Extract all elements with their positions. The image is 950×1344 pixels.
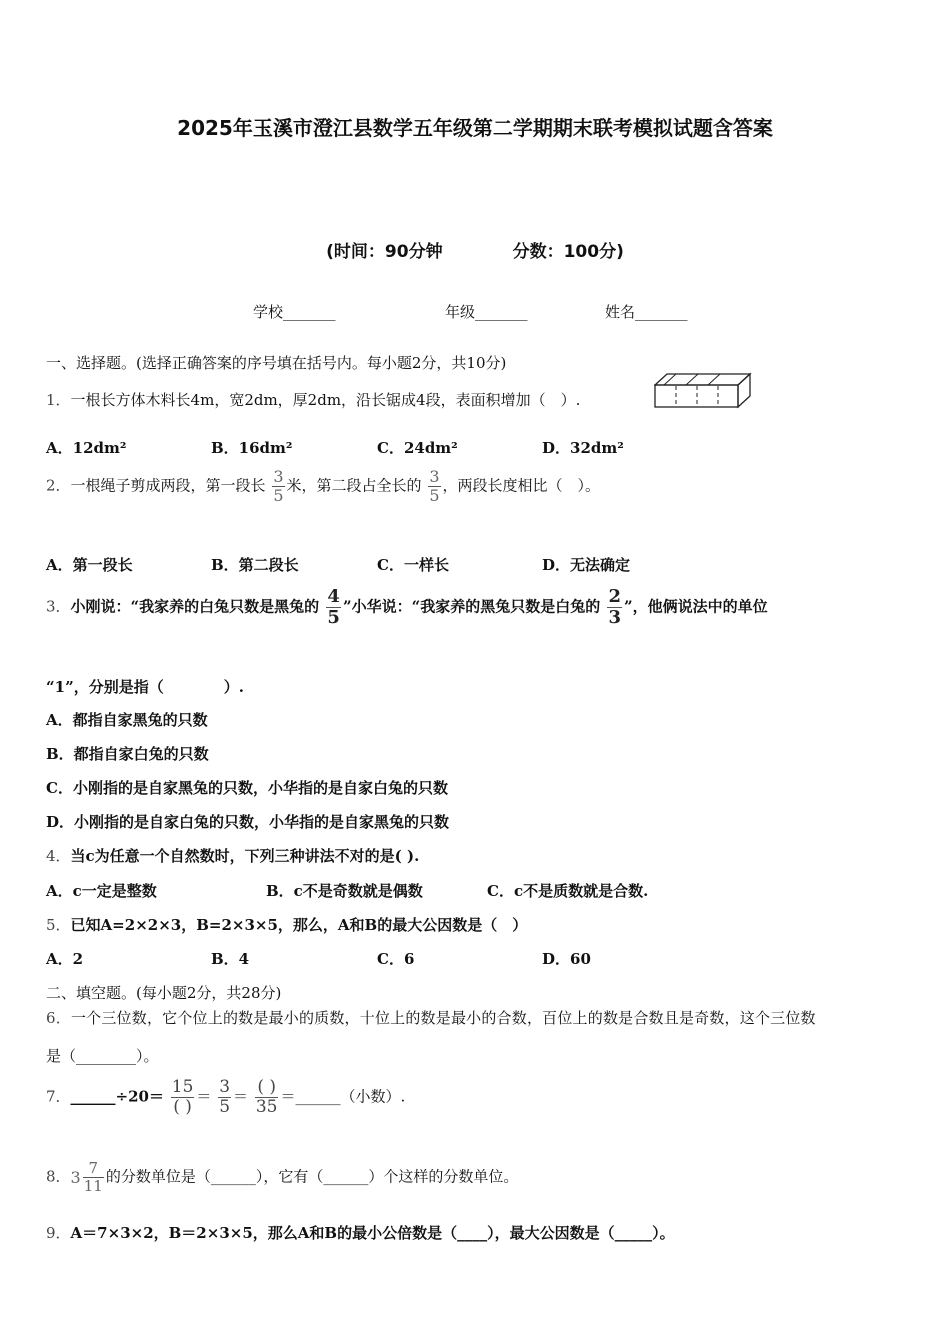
- fraction-15-over-blank: $\frac{15}{( )}$: [171, 1077, 194, 1117]
- fraction-seven-elevenths: $\frac{7}{11}$: [83, 1159, 103, 1195]
- question-3: [46, 587, 768, 628]
- fraction-four-fifths: $\frac{4}{5}$: [327, 586, 340, 628]
- question-text: A＝7×3×2，B＝2×3×5，那么A和B的最小公倍数是（____），最大公因数是（_____）。: [70, 1224, 675, 1242]
- question-number: 8．: [46, 1167, 71, 1186]
- question-text-part1: 一根绳子剪成两段，第一段长: [70, 476, 266, 495]
- q4-option-c: C．c不是质数就是合数.: [487, 882, 649, 900]
- question-4: [46, 845, 419, 866]
- time-limit: (时间：90分钟: [326, 242, 443, 262]
- q2-option-c: C．一样长: [377, 556, 449, 574]
- question-5: [46, 914, 527, 935]
- question-text-part2: ”小华说：“我家养的黑兔只数是白兔的: [342, 597, 601, 616]
- question-text: 一根长方体木料长4m，宽2dm，厚2dm，沿长锯成4段，表面积增加（ ）.: [70, 391, 581, 409]
- q5-option-d: D．60: [542, 950, 591, 968]
- q3-option-b: B．都指自家白兔的只数: [46, 745, 209, 763]
- q5-option-b: B．4: [211, 950, 250, 968]
- question-text: 当c为任意一个自然数时，下列三种讲法不对的是( ).: [70, 847, 420, 865]
- fraction-three-fifths: $\frac{3}{5}$: [429, 467, 440, 505]
- q1-option-a: A．12dm²: [46, 439, 127, 457]
- question-number: 9．: [46, 1224, 71, 1242]
- exam-info-line: [0, 237, 950, 262]
- question-2: [46, 468, 600, 505]
- fraction-three-fifths: $\frac{3}{5}$: [219, 1077, 231, 1117]
- question-number: 3．: [46, 597, 71, 616]
- question-number: 1．: [46, 391, 71, 409]
- question-text: 的分数单位是（______），它有（______）个这样的分数单位。: [105, 1167, 519, 1186]
- question-number: 4．: [46, 847, 71, 865]
- q3-option-d: D．小刚指的是自家白兔的只数，小华指的是自家黑兔的只数: [46, 813, 450, 831]
- document-title: 2025年玉溪市澄江县数学五年级第二学期期末联考模拟试题含答案: [177, 116, 773, 140]
- q1-option-b: B．16dm²: [211, 439, 293, 457]
- question-text-part3: ”，他俩说法中的单位: [623, 597, 768, 616]
- q1-option-d: D．32dm²: [542, 439, 624, 457]
- question-3-line2: “1”，分别是指（ ）.: [46, 678, 244, 696]
- q5-option-a: A．2: [46, 950, 84, 968]
- question-number: 7．: [46, 1087, 71, 1106]
- cuboid-illustration: [654, 372, 752, 410]
- q2-option-a: A．第一段长: [46, 556, 133, 574]
- question-text-part3: ，两段长度相比（ ）。: [442, 476, 601, 495]
- section1-heading: 一、选择题。(选择正确答案的序号填在括号内。每小题2分，共10分): [46, 354, 507, 372]
- question-number: 2．: [46, 476, 71, 495]
- q3-option-a: A．都指自家黑兔的只数: [46, 711, 208, 729]
- q5-option-c: C．6: [377, 950, 415, 968]
- equals-sign: ＝: [233, 1087, 249, 1106]
- question-number: 5．: [46, 916, 71, 934]
- fraction-two-thirds: $\frac{2}{3}$: [608, 586, 621, 628]
- question-1: [46, 389, 580, 410]
- fraction-blank-over-35: $\frac{( )}{35}$: [255, 1077, 278, 1117]
- question-8: [46, 1160, 518, 1195]
- q2-option-d: D．无法确定: [542, 556, 631, 574]
- equals-sign: ＝: [196, 1087, 212, 1106]
- question-9: [46, 1222, 675, 1243]
- section2-heading: 二、填空题。(每小题2分，共28分): [46, 984, 282, 1002]
- question-text-part2: 米，第二段占全长的: [286, 476, 422, 495]
- school-field: 学校_______: [253, 303, 336, 321]
- q4-option-a: A．c一定是整数: [46, 882, 157, 900]
- grade-field: 年级_______: [445, 303, 528, 321]
- question-text-part1: 小刚说：“我家养的白兔只数是黑兔的: [70, 597, 320, 616]
- blank-dividend: ______÷20＝: [70, 1087, 164, 1106]
- total-score: 分数：100分): [512, 242, 624, 262]
- question-text: 已知A=2×2×3，B=2×3×5，那么，A和B的最大公因数是（ ）: [70, 916, 528, 934]
- q3-option-c: C．小刚指的是自家黑兔的只数，小华指的是自家白兔的只数: [46, 779, 448, 797]
- question-7: [46, 1078, 405, 1117]
- q4-option-b: B．c不是奇数就是偶数: [266, 882, 423, 900]
- question-6-line2: 是（________）。: [46, 1047, 159, 1065]
- fraction-three-fifths: $\frac{3}{5}$: [273, 467, 284, 505]
- name-field: 姓名_______: [605, 303, 688, 321]
- question-text: 一个三位数，它个位上的数是最小的质数，十位上的数是最小的合数，百位上的数是合数且是奇数，这个三位数: [70, 1009, 816, 1027]
- question-tail: ＝______（小数）.: [280, 1087, 406, 1106]
- question-number: 6．: [46, 1009, 71, 1027]
- question-6: [46, 1007, 816, 1028]
- q1-option-c: C．24dm²: [377, 439, 458, 457]
- mixed-number-whole: 3: [70, 1168, 81, 1187]
- q2-option-b: B．第二段长: [211, 556, 299, 574]
